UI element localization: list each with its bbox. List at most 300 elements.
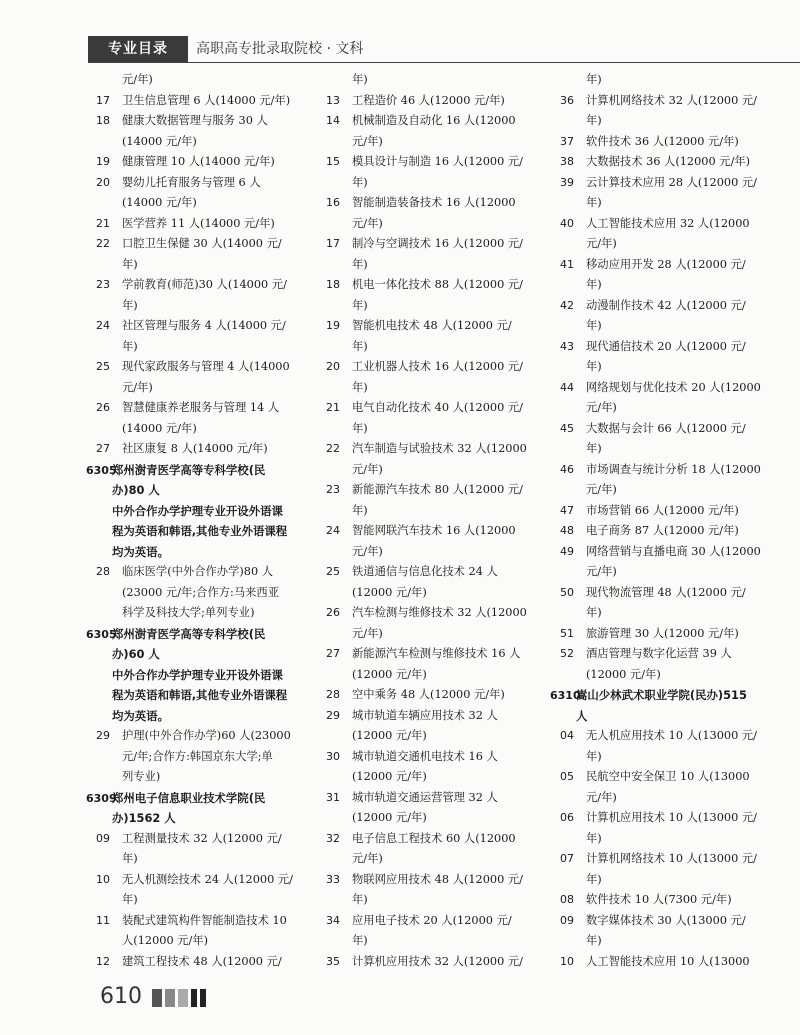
entry-number: 22 xyxy=(96,237,110,250)
entry-continued xyxy=(560,111,770,132)
entry-number: 40 xyxy=(560,216,574,230)
entry-text: 均为英语。 xyxy=(112,708,169,723)
entry-text: 办)80 人 xyxy=(112,483,160,497)
entry-number: 27 xyxy=(96,442,110,455)
entry-text: 制冷与空调技术 16 人(12000 元/ xyxy=(352,237,523,250)
program-entry xyxy=(96,214,318,235)
entry-text: 均为英语。 xyxy=(112,544,169,559)
entry-text: 年) xyxy=(586,831,602,845)
entry-text: 郑州澍青医学高等专科学校(民 xyxy=(112,462,266,477)
entry-number: 08 xyxy=(560,893,574,906)
entry-text: 云计算技术应用 28 人(12000 元/ xyxy=(586,175,757,189)
entry-number: 44 xyxy=(560,380,574,394)
program-entry xyxy=(326,398,548,419)
entry-text: 现代家政服务与管理 4 人(14000 xyxy=(122,360,290,373)
entry-text: 智慧健康养老服务与管理 14 人 xyxy=(122,401,280,414)
entry-text: 年) xyxy=(586,872,602,886)
program-entry xyxy=(326,747,548,768)
entry-text: 工业机器人技术 16 人(12000 元/ xyxy=(352,360,523,373)
entry-continued xyxy=(96,337,318,358)
entry-text: 城市轨道交通机电技术 16 人 xyxy=(352,749,498,763)
school-heading xyxy=(86,788,318,809)
program-entry xyxy=(560,132,770,153)
entry-text: 模具设计与制造 16 人(12000 元/ xyxy=(352,155,523,168)
entry-text: 元/年;合作方:韩国京东大学;单 xyxy=(122,749,273,763)
program-entry xyxy=(96,173,318,194)
entry-number: 46 xyxy=(560,462,574,476)
entry-text: 程为英语和韩语,其他专业外语课程 xyxy=(112,524,288,538)
entry-text: 社区康复 8 人(14000 元/年) xyxy=(122,442,268,455)
program-entry xyxy=(560,644,770,665)
program-entry xyxy=(326,480,548,501)
program-entry xyxy=(560,152,770,173)
entry-continued xyxy=(326,931,548,952)
entry-text: 元/年) xyxy=(352,134,383,148)
school-note xyxy=(96,521,318,542)
entry-text: (12000 元/年) xyxy=(586,667,661,681)
entry-text: (14000 元/年) xyxy=(122,421,197,435)
entry-number: 12 xyxy=(96,954,110,968)
entry-text: 机电一体化技术 88 人(12000 元/ xyxy=(352,278,523,291)
entry-text: 年) xyxy=(586,606,602,619)
entry-text: 智能制造装备技术 16 人(12000 xyxy=(352,196,516,209)
entry-text: 年) xyxy=(352,257,368,271)
entry-text: 建筑工程技术 48 人(12000 元/ xyxy=(122,954,282,968)
entry-continued xyxy=(326,296,548,317)
program-entry xyxy=(96,911,318,932)
footer-bar xyxy=(191,989,197,1007)
program-entry xyxy=(560,767,770,788)
program-entry xyxy=(326,439,548,460)
program-entry xyxy=(96,91,318,112)
section-title: 高职高专批录取院校 · 文科 xyxy=(196,41,364,57)
entry-continued xyxy=(326,726,548,747)
entry-text: 社区管理与服务 4 人(14000 元/ xyxy=(122,319,286,332)
entry-continued xyxy=(560,829,770,850)
entry-continued xyxy=(560,788,770,809)
entry-number: 14 xyxy=(326,114,340,127)
program-entry xyxy=(560,501,770,522)
program-entry xyxy=(96,234,318,255)
program-entry xyxy=(96,870,318,891)
program-entry xyxy=(96,316,318,337)
column-1 xyxy=(86,70,318,972)
entry-text: 元/年) xyxy=(122,73,153,86)
entry-number: 21 xyxy=(326,401,340,414)
program-entry xyxy=(560,419,770,440)
footer-bar xyxy=(200,989,206,1007)
entry-text: (12000 元/年) xyxy=(352,811,427,824)
program-entry xyxy=(326,193,548,214)
program-entry xyxy=(326,111,548,132)
entry-continued xyxy=(560,931,770,952)
entry-number: 45 xyxy=(560,421,574,435)
entry-text: (12000 元/年) xyxy=(352,585,427,599)
entry-number: 36 xyxy=(560,93,574,107)
header-rule xyxy=(88,62,800,63)
entry-text: 元/年) xyxy=(352,852,383,865)
entry-text: 元/年) xyxy=(586,790,617,804)
program-entry xyxy=(326,91,548,112)
entry-continued xyxy=(326,542,548,563)
entry-number: 09 xyxy=(96,831,110,845)
entry-text: 元/年) xyxy=(352,216,383,230)
entry-continued xyxy=(326,767,548,788)
entry-text: 年) xyxy=(352,503,368,517)
entry-text: 年) xyxy=(586,442,602,455)
entry-text: 电子信息工程技术 60 人(12000 xyxy=(352,831,516,845)
program-entry xyxy=(560,378,770,399)
entry-text: 铁道通信与信息化技术 24 人 xyxy=(352,565,498,578)
entry-text: 年) xyxy=(352,339,368,353)
entry-text: 年) xyxy=(586,319,602,332)
entry-number: 20 xyxy=(96,175,110,189)
entry-continued xyxy=(560,665,770,686)
entry-text: 计算机应用技术 10 人(13000 元/ xyxy=(586,811,757,824)
entry-continued xyxy=(560,480,770,501)
entry-text: 元/年) xyxy=(122,380,153,394)
program-entry xyxy=(326,562,548,583)
entry-text: 口腔卫生保健 30 人(14000 元/ xyxy=(122,237,282,250)
entry-number: 25 xyxy=(96,360,110,373)
entry-text: 现代物流管理 48 人(12000 元/ xyxy=(586,585,746,599)
entry-text: 空中乘务 48 人(12000 元/年) xyxy=(352,688,505,701)
entry-continued xyxy=(326,70,548,91)
entry-text: 工程测量技术 32 人(12000 元/ xyxy=(122,831,282,845)
entry-continued xyxy=(326,255,548,276)
entry-text: 酒店管理与数字化运营 39 人 xyxy=(586,647,732,660)
entry-text: 年) xyxy=(352,380,368,394)
entry-continued xyxy=(560,398,770,419)
program-entry xyxy=(560,173,770,194)
entry-text: 旅游管理 30 人(12000 元/年) xyxy=(586,626,739,640)
entry-text: 大数据与会计 66 人(12000 元/ xyxy=(586,421,746,435)
entry-text: 大数据技术 36 人(12000 元/年) xyxy=(586,155,751,168)
program-entry xyxy=(560,890,770,911)
entry-continued xyxy=(96,583,318,604)
footer-bar xyxy=(152,989,162,1007)
school-heading xyxy=(550,685,770,706)
entry-continued xyxy=(326,460,548,481)
entry-continued xyxy=(96,255,318,276)
program-entry xyxy=(560,911,770,932)
entry-text: 年) xyxy=(352,175,368,189)
entry-number: 28 xyxy=(326,688,340,701)
program-entry xyxy=(96,439,318,460)
program-entry xyxy=(326,275,548,296)
entry-text: 城市轨道交通运营管理 32 人 xyxy=(352,790,498,804)
entry-continued xyxy=(96,890,318,911)
entry-number: 52 xyxy=(560,647,574,660)
entry-number: 50 xyxy=(560,585,574,599)
entry-text: 汽车制造与试验技术 32 人(12000 xyxy=(352,442,527,455)
column-3 xyxy=(550,70,770,972)
entry-text: 数字媒体技术 30 人(13000 元/ xyxy=(586,913,746,927)
entry-text: 机械制造及自动化 16 人(12000 xyxy=(352,114,516,127)
entry-text: 婴幼儿托育服务与管理 6 人 xyxy=(122,175,261,189)
program-entry xyxy=(326,234,548,255)
entry-text: 市场调查与统计分析 18 人(12000 xyxy=(586,462,761,476)
entry-continued xyxy=(96,193,318,214)
entry-text: 科学及科技大学;单列专业) xyxy=(122,606,255,619)
entry-number: 33 xyxy=(326,872,340,886)
footer-bar xyxy=(178,989,188,1007)
entry-text: 年) xyxy=(122,852,138,865)
entry-text: (12000 元/年) xyxy=(352,729,427,742)
entry-text: 动漫制作技术 42 人(12000 元/ xyxy=(586,298,746,312)
entry-text: 学前教育(师范)30 人(14000 元/ xyxy=(122,278,287,291)
entry-text: 人工智能技术应用 10 人(13000 xyxy=(586,954,750,968)
entry-number: 25 xyxy=(326,565,340,578)
entry-text: 人(12000 元/年) xyxy=(122,934,209,947)
entry-text: 元/年) xyxy=(586,401,617,414)
entry-text: 郑州澍青医学高等专科学校(民 xyxy=(112,626,266,641)
program-entry xyxy=(326,152,548,173)
entry-text: 年) xyxy=(352,893,368,906)
entry-number: 35 xyxy=(326,954,340,968)
entry-continued xyxy=(326,173,548,194)
entry-continued xyxy=(96,931,318,952)
school-heading-continued xyxy=(96,808,318,829)
entry-continued xyxy=(560,603,770,624)
program-entry xyxy=(326,706,548,727)
entry-text: 元/年) xyxy=(352,462,383,476)
program-entry xyxy=(326,870,548,891)
entry-number: 39 xyxy=(560,175,574,189)
program-entry xyxy=(560,808,770,829)
entry-number: 17 xyxy=(96,93,110,107)
entry-text: 智能机电技术 48 人(12000 元/ xyxy=(352,319,512,332)
entry-number: 34 xyxy=(326,913,340,927)
program-entry xyxy=(560,296,770,317)
program-entry xyxy=(326,952,548,973)
entry-number: 38 xyxy=(560,155,574,168)
entry-number: 07 xyxy=(560,852,574,865)
entry-number: 06 xyxy=(560,811,574,824)
entry-continued xyxy=(96,747,318,768)
school-heading-continued xyxy=(96,480,318,501)
entry-continued xyxy=(96,603,318,624)
program-entry xyxy=(560,460,770,481)
entry-text: 年) xyxy=(352,298,368,312)
entry-continued xyxy=(560,747,770,768)
entry-text: 元/年) xyxy=(352,626,383,640)
entry-text: 人 xyxy=(576,708,588,723)
entry-text: 年) xyxy=(586,934,602,947)
program-entry xyxy=(326,357,548,378)
entry-text: 中外合作办学护理专业开设外语课 xyxy=(112,667,283,682)
entry-number: 6310 xyxy=(550,689,581,702)
entry-continued xyxy=(560,234,770,255)
school-note xyxy=(96,665,318,686)
entry-text: 医学营养 11 人(14000 元/年) xyxy=(122,216,275,230)
entry-text: 元/年) xyxy=(586,237,617,250)
entry-text: (14000 元/年) xyxy=(122,134,197,148)
entry-continued xyxy=(326,132,548,153)
entry-number: 32 xyxy=(326,831,340,845)
entry-text: 电气自动化技术 40 人(12000 元/ xyxy=(352,401,523,414)
school-heading-continued xyxy=(560,706,770,727)
entry-text: 健康大数据管理与服务 30 人 xyxy=(122,114,268,127)
entry-text: 软件技术 10 人(7300 元/年) xyxy=(586,893,732,906)
entry-number: 05 xyxy=(560,770,574,783)
entry-text: 办)1562 人 xyxy=(112,811,176,825)
entry-number: 6305 xyxy=(86,627,117,641)
entry-continued xyxy=(326,808,548,829)
entry-text: 新能源汽车技术 80 人(12000 元/ xyxy=(352,483,523,496)
program-entry xyxy=(560,849,770,870)
entry-text: 临床医学(中外合作办学)80 人 xyxy=(122,565,274,578)
entry-continued xyxy=(560,562,770,583)
entry-text: 应用电子技术 20 人(12000 元/ xyxy=(352,913,512,927)
entry-number: 22 xyxy=(326,442,340,455)
program-entry xyxy=(560,91,770,112)
program-entry xyxy=(560,726,770,747)
entry-text: 工程造价 46 人(12000 元/年) xyxy=(352,93,505,107)
entry-number: 28 xyxy=(96,565,110,578)
entry-text: 护理(中外合作办学)60 人(23000 xyxy=(122,729,291,742)
school-note xyxy=(96,501,318,522)
program-entry xyxy=(560,255,770,276)
program-entry xyxy=(326,521,548,542)
page-header xyxy=(88,36,800,62)
program-entry xyxy=(560,214,770,235)
entry-text: 装配式建筑构件智能制造技术 10 xyxy=(122,913,287,927)
program-entry xyxy=(326,603,548,624)
entry-number: 15 xyxy=(326,155,340,168)
entry-text: 年) xyxy=(352,934,368,947)
entry-continued xyxy=(560,70,770,91)
entry-text: 年) xyxy=(586,278,602,291)
entry-text: 年) xyxy=(352,421,368,435)
entry-text: 年) xyxy=(586,360,602,373)
entry-text: 民航空中安全保卫 10 人(13000 xyxy=(586,770,750,783)
entry-number: 18 xyxy=(96,114,110,127)
entry-continued xyxy=(560,439,770,460)
program-entry xyxy=(326,644,548,665)
entry-number: 20 xyxy=(326,360,340,373)
program-entry xyxy=(326,316,548,337)
school-heading xyxy=(86,624,318,645)
entry-text: 年) xyxy=(122,257,138,271)
entry-text: (14000 元/年) xyxy=(122,196,197,209)
program-entry xyxy=(326,685,548,706)
entry-text: 无人机测绘技术 24 人(12000 元/ xyxy=(122,872,293,886)
entry-number: 10 xyxy=(560,954,574,968)
entry-continued xyxy=(96,132,318,153)
section-tag: 专业目录 xyxy=(88,36,188,62)
entry-text: 计算机网络技术 10 人(13000 元/ xyxy=(586,852,757,865)
entry-text: (12000 元/年) xyxy=(352,770,427,783)
program-entry xyxy=(560,521,770,542)
program-entry xyxy=(560,624,770,645)
entry-number: 29 xyxy=(326,708,340,722)
entry-number: 47 xyxy=(560,503,574,517)
entry-text: 元/年) xyxy=(586,483,617,496)
entry-text: 元/年) xyxy=(586,565,617,578)
entry-text: 网络营销与直播电商 30 人(12000 xyxy=(586,544,761,558)
entry-number: 13 xyxy=(326,93,340,107)
entry-text: (12000 元/年) xyxy=(352,667,427,681)
entry-text: 智能网联汽车技术 16 人(12000 xyxy=(352,524,516,537)
entry-continued xyxy=(326,624,548,645)
entry-number: 19 xyxy=(96,155,110,168)
entry-continued xyxy=(326,890,548,911)
entry-continued xyxy=(560,275,770,296)
entry-number: 19 xyxy=(326,319,340,332)
school-heading xyxy=(86,460,318,481)
entry-text: 健康管理 10 人(14000 元/年) xyxy=(122,155,275,168)
entry-continued xyxy=(326,583,548,604)
entry-number: 23 xyxy=(326,483,340,496)
program-entry xyxy=(96,829,318,850)
entry-continued xyxy=(326,849,548,870)
entry-continued xyxy=(560,357,770,378)
entry-continued xyxy=(96,419,318,440)
entry-continued xyxy=(560,316,770,337)
entry-continued xyxy=(96,296,318,317)
entry-number: 16 xyxy=(326,196,340,209)
program-entry xyxy=(96,152,318,173)
entry-text: 电子商务 87 人(12000 元/年) xyxy=(586,524,739,537)
column-2 xyxy=(326,70,548,972)
entry-text: 城市轨道车辆应用技术 32 人 xyxy=(352,708,498,722)
entry-number: 26 xyxy=(96,401,110,414)
entry-continued xyxy=(326,419,548,440)
entry-continued xyxy=(96,70,318,91)
entry-continued xyxy=(560,193,770,214)
entry-number: 30 xyxy=(326,749,340,763)
entry-continued xyxy=(326,501,548,522)
entry-number: 18 xyxy=(326,278,340,291)
entry-number: 26 xyxy=(326,606,340,619)
entry-number: 24 xyxy=(326,524,340,537)
entry-text: 年) xyxy=(352,73,368,86)
entry-continued xyxy=(326,214,548,235)
entry-number: 51 xyxy=(560,626,574,640)
program-entry xyxy=(96,562,318,583)
entry-text: 新能源汽车检测与维修技术 16 人 xyxy=(352,647,521,660)
entry-continued xyxy=(326,665,548,686)
entry-number: 21 xyxy=(96,216,110,230)
program-entry xyxy=(96,398,318,419)
entry-text: 计算机应用技术 32 人(12000 元/ xyxy=(352,954,523,968)
school-note xyxy=(96,542,318,563)
entry-text: 办)60 人 xyxy=(112,647,160,661)
entry-continued xyxy=(326,378,548,399)
entry-number: 09 xyxy=(560,913,574,927)
entry-number: 48 xyxy=(560,524,574,537)
program-entry xyxy=(96,726,318,747)
entry-number: 27 xyxy=(326,647,340,660)
entry-continued xyxy=(96,378,318,399)
entry-number: 24 xyxy=(96,319,110,332)
entry-text: 年) xyxy=(122,339,138,353)
entry-number: 10 xyxy=(96,872,110,886)
entry-text: 元/年) xyxy=(352,544,383,558)
program-entry xyxy=(560,952,770,973)
entry-text: 程为英语和韩语,其他专业外语课程 xyxy=(112,688,288,702)
entry-text: 人工智能技术应用 32 人(12000 xyxy=(586,216,750,230)
entry-text: 年) xyxy=(122,298,138,312)
entry-text: (23000 元/年;合作方:马来西亚 xyxy=(122,585,280,599)
school-note xyxy=(96,685,318,706)
program-entry xyxy=(560,583,770,604)
program-entry xyxy=(96,275,318,296)
entry-number: 49 xyxy=(560,544,574,558)
entry-continued xyxy=(560,870,770,891)
entry-text: 年) xyxy=(586,114,602,127)
